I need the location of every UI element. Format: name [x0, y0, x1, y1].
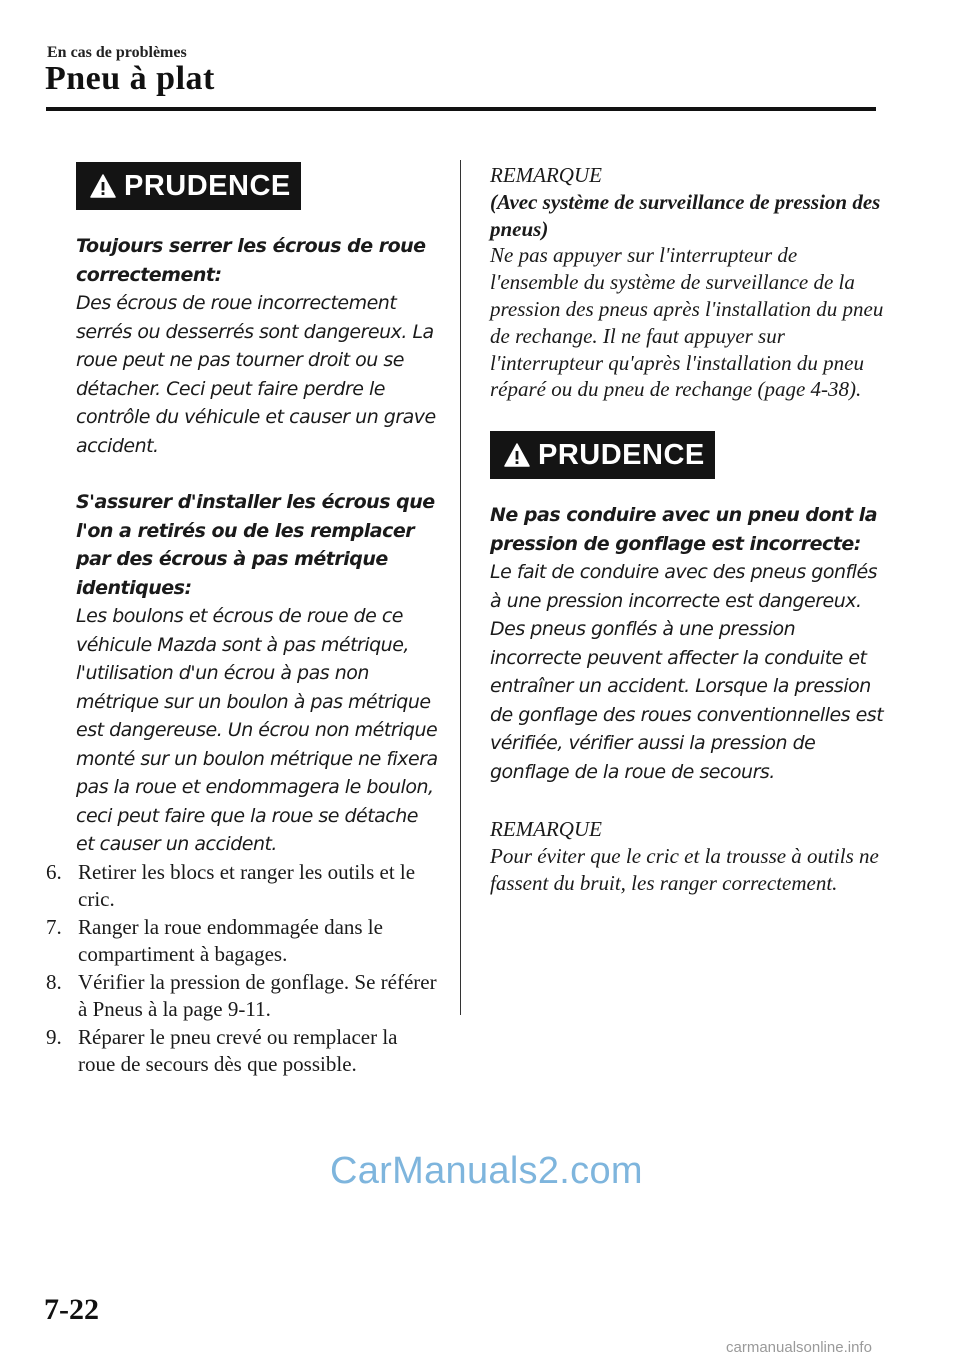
- steps-list: [46, 859, 438, 1079]
- footer-site-text: carmanualsonline.info: [726, 1339, 872, 1356]
- right-column: [490, 162, 885, 897]
- spacer: [76, 460, 438, 488]
- step-text: Réparer le pneu crevé ou remplacer la roue de secours dès que possible.: [78, 1024, 398, 1076]
- caution-heading: S'assurer d'installer les écrous que l'on a retirés ou de les remplacer par des écrous à pas métrique identiques:: [76, 491, 435, 599]
- caution-heading: Toujours serrer les écrous de roue correctement:: [76, 235, 426, 286]
- step-number: 9.: [46, 1024, 62, 1049]
- caution-paragraph: Les boulons et écrous de roue de ce véhicule Mazda sont à pas métrique, l'utilisation d'un écrou à pas non métrique sur un boulon à pas métrique est dangereuse. Un écrou non métrique monté sur un boulon métrique ne fixera pas la roue et endommagera le boulon, ceci peut faire que la roue se détache et causer un accident.: [76, 605, 438, 855]
- step-number: 7.: [46, 914, 62, 939]
- caution-badge: [490, 431, 715, 479]
- caution-paragraph: Le fait de conduire avec des pneus gonflés à une pression incorrecte est dangereux. Des pneus gonflés à une pression incorrecte peuvent affecter la conduite et entraîner un accident. Lorsque la pression de gonflage des roues conventionnelles est vérifiée, vérifier aussi la pression de gonflage de la roue de secours.: [490, 561, 884, 783]
- note-paragraph: Pour éviter que le cric et la trousse à outils ne fassent du bruit, les ranger correctement.: [490, 843, 879, 895]
- list-item: [46, 859, 438, 914]
- warning-triangle-icon: [504, 442, 530, 468]
- note-block: [490, 816, 885, 896]
- step-number: 8.: [46, 969, 62, 994]
- page-title: Pneu à plat: [45, 60, 215, 97]
- header-rule: [46, 107, 876, 111]
- step-number: 6.: [46, 859, 62, 884]
- step-text: Ranger la roue endommagée dans le compartiment à bagages.: [78, 914, 383, 966]
- list-item: [46, 914, 438, 969]
- note-title: REMARQUE: [490, 817, 602, 842]
- header-section-label: En cas de problèmes: [47, 44, 187, 61]
- left-column: [46, 162, 438, 1079]
- warning-triangle-icon: [90, 173, 116, 199]
- caution-text-block: [46, 232, 438, 859]
- note-title: REMARQUE: [490, 163, 602, 187]
- list-item: [46, 1024, 438, 1079]
- caution-badge: [76, 162, 301, 210]
- watermark-text: CarManuals2.com: [330, 1150, 643, 1192]
- note-subtitle: (Avec système de surveillance de pression des pneus): [490, 189, 881, 241]
- step-text: Retirer les blocs et ranger les outils et le cric.: [78, 859, 416, 911]
- caution-text-block: [490, 501, 885, 786]
- caution-label: PRUDENCE: [538, 438, 705, 471]
- caution-heading: Ne pas conduire avec un pneu dont la pression de gonflage est incorrecte:: [490, 504, 878, 555]
- caution-label: PRUDENCE: [124, 169, 291, 202]
- note-paragraph: Ne pas appuyer sur l'interrupteur de l'ensemble du système de surveillance de la pression des pneus après l'installation du pneu de rechange. Il ne faut appuyer sur l'interrupteur qu'après l'installation du pneu réparé ou du pneu de rechange (page 4-38).: [490, 243, 884, 402]
- column-divider: [460, 160, 461, 1015]
- step-text: Vérifier la pression de gonflage. Se référer à Pneus à la page 9-11.: [78, 969, 437, 1021]
- page-number: 7-22: [44, 1293, 99, 1326]
- spacer: [490, 786, 885, 816]
- list-item: [46, 969, 438, 1024]
- spacer: [490, 403, 885, 431]
- caution-paragraph: Des écrous de roue incorrectement serrés ou desserrés sont dangereux. La roue peut ne pas tourner droit ou se détacher. Ceci peut faire perdre le contrôle du véhicule et causer un grave accident.: [76, 292, 436, 457]
- note-block: [490, 162, 885, 403]
